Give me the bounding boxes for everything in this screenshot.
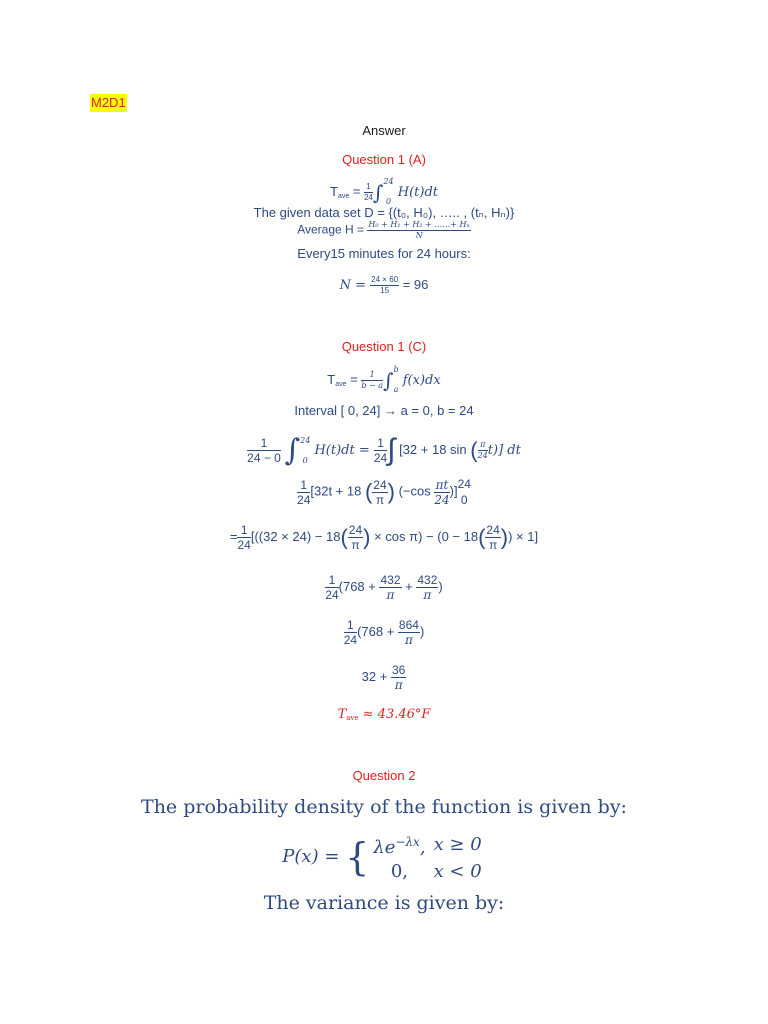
answer-heading: Answer (362, 123, 406, 138)
q1a-every-line: Every15 minutes for 24 hours: (297, 246, 471, 261)
pdf-cases: $\lambda e^{-\lambda x}$, x ≥ 0 0, x < 0 (373, 834, 482, 882)
q1c-heading: Question 1 (C) (341, 339, 427, 354)
document-tag: M2D1 (91, 95, 126, 110)
q1c-result: $T_{ave} \approx 43.46^\circ F$ (337, 707, 431, 722)
q2-variance-line: The variance is given by: (263, 892, 505, 914)
q1c-step4: $\frac{1}{24}$ (768 + $\frac{432}{\pi}$ + $\frac{432}{\pi}$ ) (325, 573, 443, 602)
q1c-interval-line: Interval [ 0, 24] → a = 0, b = 24 (294, 403, 474, 418)
q1c-step5: $\frac{1}{24}$ (768 + $\frac{864}{\pi}$ ) (343, 618, 425, 647)
q2-pdf-formula: P(x) = { $\lambda e^{-\lambda x}$, x ≥ 0 0, x < 0 (0, 830, 768, 884)
q1a-heading: Question 1 (A) (342, 152, 426, 167)
q1c-step3: = $\frac{1}{24}$ [((32 × 24) − 18( $\frac{24}{\pi}$ ) × cos π) − (0 − 18( $\frac{24}{\pi}$ )) × 1] (229, 523, 539, 552)
q1a-n-formula: N = $\frac{24 \times 60}{15}$ = 96 (339, 275, 429, 295)
q1a-dataset-line: The given data set D = {(t₀, H₀), ….. , (tₙ, Hₙ)} (253, 205, 515, 220)
average-fraction: $\frac{\text{H₀ + H₁ + H₂ + ……+ Hₙ}}{N}$ (368, 220, 470, 240)
q1c-step1: $\frac{1}{24 - 0}$ ∫ 24 0 H(t)dt = $\frac{1}{24}$ ∫ [32 + 18 sin ( $\frac{\pi}{24}$ t)] dt (247, 433, 521, 468)
q1c-tave-formula: $T_{ave}$ = $\frac{1}{b - a}$ ∫ b a f(x)dx (327, 365, 441, 394)
n-fraction: $\frac{24 \times 60}{15}$ (371, 275, 399, 295)
q1a-tave-formula: $T_{ave}$ = $\frac{1}{24}$ ∫ 24 0 H(t)dt (330, 177, 438, 206)
tave-symbol: $T_{ave}$ (330, 183, 350, 200)
q2-intro: The probability density of the function is given by: (141, 796, 627, 818)
q1a-average-line: Average H = $\frac{\text{H₀ + H₁ + H₂ + ……+ Hₙ}}{N}$ (297, 220, 470, 240)
q1c-step6: 32 + $\frac{36}{\pi}$ (361, 663, 406, 692)
q2-heading: Question 2 (352, 768, 416, 783)
fraction: $\frac{1}{24}$ (364, 181, 373, 202)
q1c-step2: $\frac{1}{24}$ [32t + 18 ( $\frac{24}{\pi}$ ) (−cos $\frac{\pi t}{24}$ )] 24 0 (297, 477, 471, 507)
